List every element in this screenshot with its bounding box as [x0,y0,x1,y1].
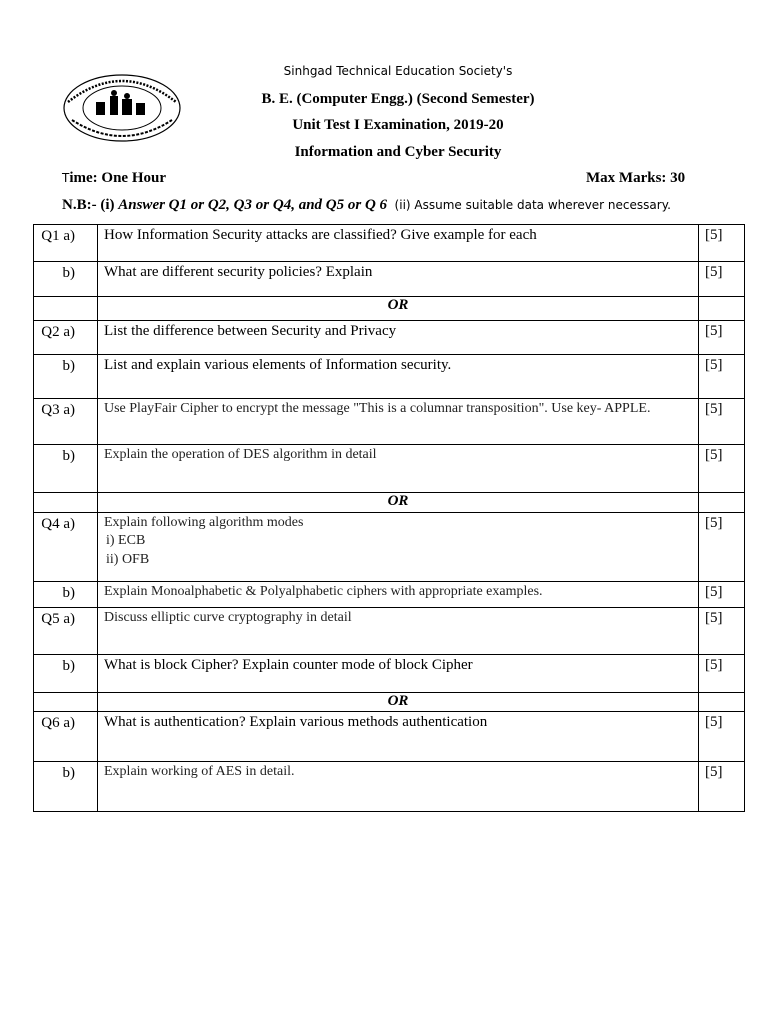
question-marks: [5] [705,323,723,339]
question-marks: [5] [705,657,723,673]
or-row [34,493,745,513]
or-row [34,693,745,712]
time-label-initial: T [62,171,70,185]
nb-note: (ii) Assume suitable data wherever necessary. [394,198,671,212]
question-marks: [5] [705,515,723,531]
table-row [34,225,745,262]
question-number: Q1 a) [41,228,75,244]
question-number: b) [62,448,75,464]
table-row [34,399,745,445]
question-text: What are different security policies? Explain [104,264,373,280]
table-row [34,655,745,693]
question-text: What is block Cipher? Explain counter mode of block Cipher [104,657,473,673]
sub-option-ofb: ii) OFB [106,552,150,567]
question-marks: [5] [705,447,723,463]
question-number: Q2 a) [41,324,75,340]
question-text: Explain following algorithm modes [104,515,304,530]
table-row [34,355,745,399]
instructions [62,197,671,214]
sub-option-ecb: i) ECB [106,533,146,548]
question-text: Explain Monoalphabetic & Polyalphabetic ciphers with appropriate examples. [104,584,543,599]
table-row [34,513,745,582]
question-marks: [5] [705,227,723,243]
question-number: b) [62,265,75,281]
course-title: B. E. (Computer Engg.) (Second Semester) [261,91,535,107]
table-row [34,582,745,608]
or-divider: OR [387,297,409,313]
table-row [34,321,745,355]
table-row [34,445,745,493]
question-text: How Information Security attacks are classified? Give example for each [104,227,537,243]
question-text: Explain working of AES in detail. [104,764,295,779]
question-text: Discuss elliptic curve cryptography in detail [104,610,352,625]
question-text: List and explain various elements of Information security. [104,357,452,373]
question-marks: [5] [705,610,723,626]
or-divider: OR [387,493,409,509]
question-number: Q4 a) [41,516,75,532]
exam-title: Unit Test I Examination, 2019-20 [292,117,504,133]
question-marks: [5] [705,401,723,417]
time-label-rest: ime: One Hour [69,170,166,186]
question-number: b) [62,585,75,601]
nb-label: N.B:- (i) [62,197,115,213]
question-number: Q5 a) [41,611,75,627]
question-marks: [5] [705,714,723,730]
question-number: b) [62,765,75,781]
table-row [34,712,745,762]
question-marks: [5] [705,764,723,780]
question-marks: [5] [705,357,723,373]
question-text: Explain the operation of DES algorithm in detail [104,447,377,462]
society-logo [60,72,184,146]
question-text: What is authentication? Explain various methods authentication [104,714,488,730]
question-text: Use PlayFair Cipher to encrypt the message "This is a columnar transposition". Use key- APPLE. [104,401,651,416]
time-label [62,170,166,187]
question-marks: [5] [705,264,723,280]
question-number: b) [62,658,75,674]
max-marks: Max Marks: 30 [586,170,686,186]
society-name: Sinhgad Technical Education Society's [283,64,513,78]
questions-table [33,224,745,812]
table-row [34,762,745,812]
or-divider: OR [387,693,409,709]
question-text: List the difference between Security and Privacy [104,323,397,339]
nb-answer-rule: Answer Q1 or Q2, Q3 or Q4, and Q5 or Q 6 [118,197,388,213]
table-row [34,262,745,297]
or-row [34,297,745,321]
question-number: Q6 a) [41,715,75,731]
question-number: Q3 a) [41,402,75,418]
question-marks: [5] [705,584,723,600]
question-number: b) [62,358,75,374]
subject-title: Information and Cyber Security [294,144,502,160]
table-row [34,608,745,655]
